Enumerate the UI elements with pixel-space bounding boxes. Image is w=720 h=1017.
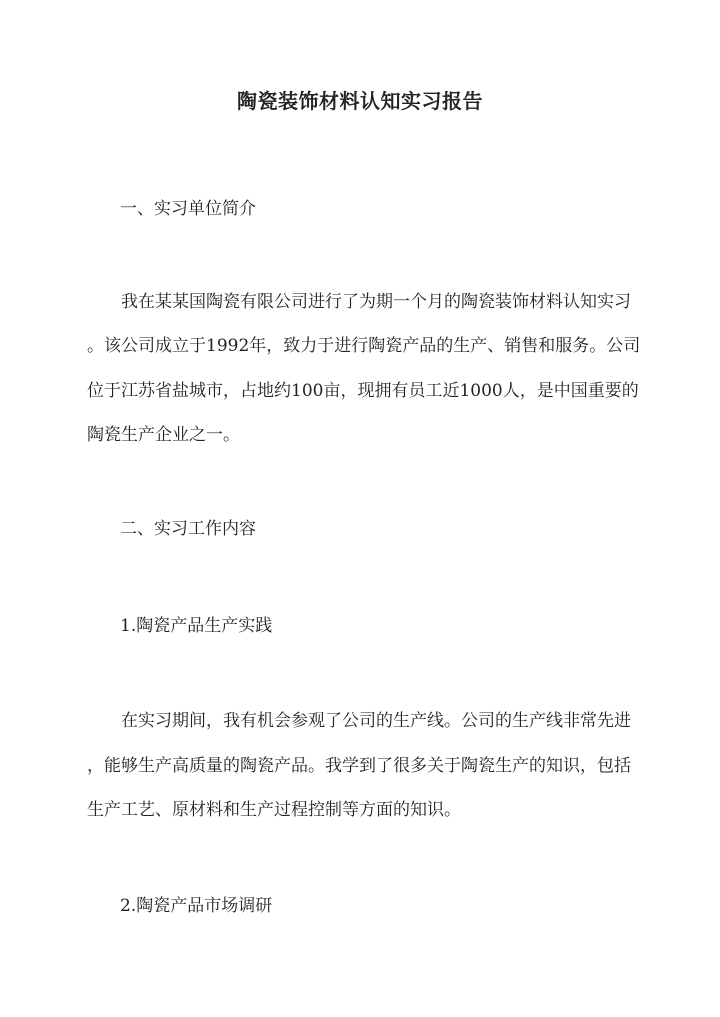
- subsection-heading-production: 1.陶瓷产品生产实践: [120, 616, 273, 636]
- paragraph-line: 。该公司成立于1992年，致力于进行陶瓷产品的生产、销售和服务。公司: [87, 336, 641, 356]
- paragraph-line: 我在某某国陶瓷有限公司进行了为期一个月的陶瓷装饰材料认知实习: [121, 292, 631, 312]
- document-title: 陶瓷装饰材料认知实习报告: [237, 89, 483, 113]
- paragraph-line: ，能够生产高质量的陶瓷产品。我学到了很多关于陶瓷生产的知识，包括: [87, 756, 631, 776]
- paragraph-line: 位于江苏省盐城市，占地约100亩，现拥有员工近1000人，是中国重要的: [87, 381, 639, 401]
- section-heading-work-content: 二、实习工作内容: [120, 519, 256, 539]
- paragraph-line: 生产工艺、原材料和生产过程控制等方面的知识。: [87, 800, 461, 820]
- section-heading-company-intro: 一、实习单位简介: [120, 199, 256, 219]
- paragraph-line: 在实习期间，我有机会参观了公司的生产线。公司的生产线非常先进: [121, 711, 631, 731]
- subsection-heading-market-research: 2.陶瓷产品市场调研: [120, 896, 273, 916]
- paragraph-line: 陶瓷生产企业之一。: [87, 425, 240, 445]
